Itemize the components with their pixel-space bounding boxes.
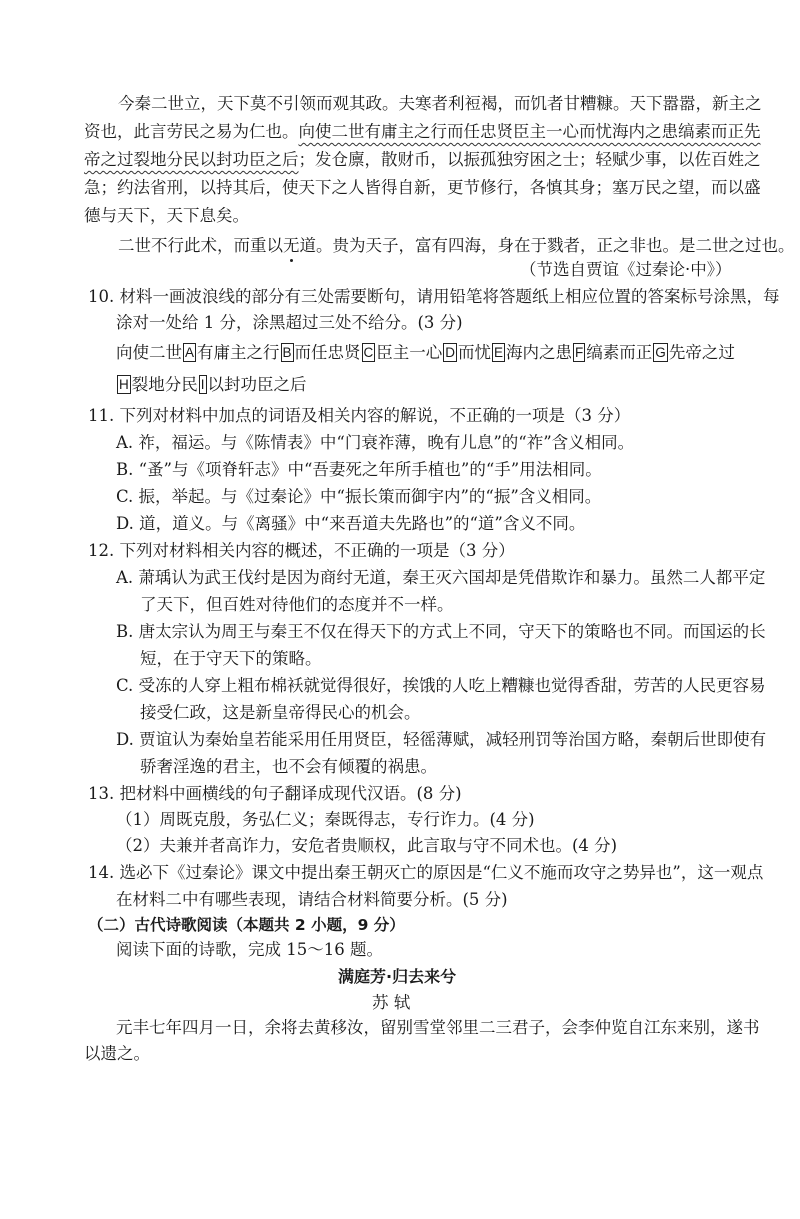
poem-title: 满庭芳·归去来兮	[338, 967, 457, 986]
passage-line-3	[84, 148, 761, 172]
q10-segment-text: 海内之患	[506, 343, 573, 362]
q12-option-d-line-2: 骄奢淫逸的君主，也不会有倾覆的祸患。	[140, 757, 437, 776]
q10-segment-text: 而任忠贤	[294, 343, 361, 362]
q12-option-c-line-2: 接受仁政，这是新皇帝得民心的机会。	[140, 703, 421, 722]
passage-line-1: 今秦二世立，天下莫不引领而观其政。夫寒者利裋褐，而饥者甘糟糠。天下嚣嚣，新主之	[118, 94, 762, 113]
q12-option-b-line-2: 短，在于守天下的策略。	[140, 649, 322, 668]
wavy-underlined-text: 向使二世有庸主之行而任忠贤臣主一心而忧海内之患缟素而正先	[298, 122, 761, 141]
q11-option-c: C. 振，举起。与《过秦论》中“振长策而御宇内”的“振”含义相同。	[116, 487, 602, 506]
q10-segment-text: 向使二世	[116, 343, 182, 362]
q14-stem-line-1: 14. 选必下《过秦论》课文中提出秦王朝灭亡的原因是“仁义不施而攻守之势异也”，这一观点	[88, 863, 764, 882]
q10-segment-text: 先帝之过	[668, 343, 735, 362]
q13-stem: 13. 把材料中画横线的句子翻译成现代汉语。(8 分)	[88, 784, 462, 803]
q12-option-a-line-1: A. 萧瑀认为武王伐纣是因为商纣无道，秦王灭六国却是凭借欺诈和暴力。虽然二人都平定	[116, 568, 766, 587]
passage-line-2	[84, 120, 761, 144]
q11-option-a: A. 祚，福运。与《陈情表》中“门衰祚薄，晚有儿息”的“祚”含义相同。	[116, 433, 635, 452]
q13-sentence-2: （2）夫兼并者高诈力，安危者贵顺权，此言取与守不同术也。(4 分)	[116, 836, 618, 855]
poem-preface-line-2: 以遗之。	[84, 1044, 150, 1063]
q10-stem-line-1: 10. 材料一画波浪线的部分有三处需要断句，请用铅笔将答题纸上相应位置的答案标号涂黑，每	[88, 287, 780, 306]
answer-mark-b[interactable]: B	[282, 345, 292, 360]
q10-segment-text: 缟素而正	[586, 343, 653, 362]
answer-mark-a[interactable]: A	[185, 345, 195, 360]
poem-author: 苏 轼	[372, 993, 411, 1012]
q12-option-d-line-1: D. 贾谊认为秦始皇若能采用任用贤臣，轻徭薄赋，减轻刑罚等治国方略，秦朝后世即使有	[116, 730, 767, 749]
q11-stem: 11. 下列对材料中加点的词语及相关内容的解说，不正确的一项是（3 分）	[88, 406, 631, 425]
q13-sentence-1: （1）周既克殷，务弘仁义；秦既得志，专行诈力。(4 分)	[116, 810, 535, 829]
q10-segment-line-1	[116, 341, 735, 365]
answer-mark-e[interactable]: E	[494, 345, 504, 360]
wavy-underlined-text: 帝之过裂地分民以封功臣之后	[84, 150, 299, 169]
passage-source: （节选自贾谊《过秦论·中》）	[520, 260, 732, 279]
poem-preface-line-1: 元丰七年四月一日，余将去黄移汝，留别雪堂邻里二三君子，会李仲览自江东来别，遂书	[116, 1018, 760, 1037]
passage-line-6: 二世不行此术，而重以无道。贵为天子，富有四海，身在于戮者，正之非也。是二世之过也。	[118, 236, 795, 255]
answer-mark-c[interactable]: C	[363, 345, 374, 360]
answer-mark-f[interactable]: F	[575, 345, 584, 360]
q10-stem-line-2: 涂对一处给 1 分，涂黑超过三处不给分。(3 分)	[116, 313, 463, 332]
q10-segment-text: 以封功臣之后	[207, 375, 307, 394]
q12-stem: 12. 下列对材料相关内容的概述，不正确的一项是（3 分）	[88, 541, 515, 560]
passage-line-5: 德与天下，天下息矣。	[84, 206, 249, 225]
answer-mark-i[interactable]: I	[200, 377, 205, 392]
q10-segment-text: 有庸主之行	[197, 343, 280, 362]
q10-segment-text: 而忧	[458, 343, 492, 362]
passage-line-4: 急；约法省刑，以持其后，使天下之人皆得自新，更节修行，各慎其身；塞万民之望，而以盛	[84, 178, 761, 197]
q10-segment-text: 裂地分民	[131, 375, 198, 394]
q11-option-b: B. “蚤”与《项脊轩志》中“吾妻死之年所手植也”的“手”用法相同。	[116, 460, 602, 479]
passage-text: ；发仓廪，散财币，以振孤独穷困之士；轻赋少事，以佐百姓之	[298, 150, 761, 169]
q10-segment-line-2	[116, 373, 307, 397]
q11-option-d: D. 道，道义。与《离骚》中“来吾道夫先路也”的“道”含义不同。	[116, 514, 586, 533]
answer-mark-d[interactable]: D	[445, 345, 456, 360]
answer-mark-g[interactable]: G	[655, 345, 666, 360]
q12-option-a-line-2: 了天下，但百姓对待他们的态度并不一样。	[140, 595, 454, 614]
section-heading: （二）古代诗歌阅读（本题共 2 小题，9 分）	[88, 916, 405, 934]
answer-mark-h[interactable]: H	[119, 377, 129, 392]
emphasis-dot	[290, 259, 293, 262]
section-instruction: 阅读下面的诗歌，完成 15～16 题。	[116, 940, 383, 959]
q12-option-b-line-1: B. 唐太宗认为周王与秦王不仅在得天下的方式上不同，守天下的策略也不同。而国运的长	[116, 622, 766, 641]
passage-text: 资也，此言劳民之易为仁也。	[84, 122, 299, 141]
q14-stem-line-2: 在材料二中有哪些表现，请结合材料简要分析。(5 分)	[116, 890, 508, 909]
q12-option-c-line-1: C. 受冻的人穿上粗布棉袄就觉得很好，挨饿的人吃上糟糠也觉得香甜，劳苦的人民更容易	[116, 676, 766, 695]
q10-segment-text: 臣主一心	[376, 343, 443, 362]
